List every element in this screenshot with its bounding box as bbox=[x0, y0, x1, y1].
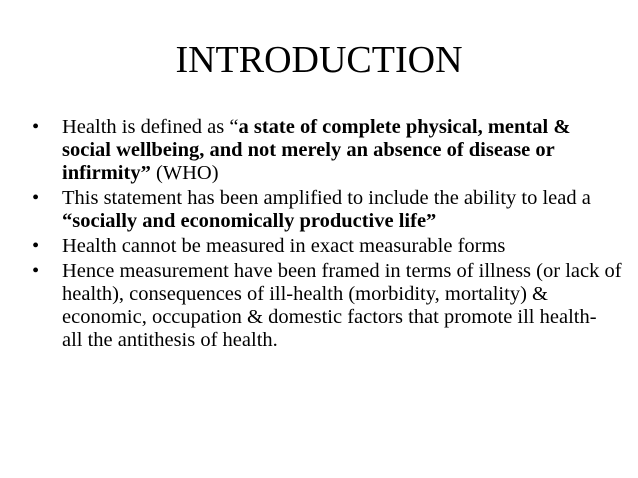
bullet-text-bold: a state of complete physical, mental & social wellbeing, and not merely an absence of disease or infirmity” bbox=[62, 116, 571, 184]
bullet-text-post: (WHO) bbox=[150, 162, 219, 184]
bullet-item-amplified-statement bbox=[32, 187, 622, 233]
bullet-list bbox=[32, 116, 622, 354]
bullet-item-health-definition bbox=[32, 116, 622, 185]
bullet-text-bold: “socially and economically productive life” bbox=[62, 210, 437, 232]
bullet-dot-icon: • bbox=[32, 235, 40, 257]
bullet-item-cannot-measure bbox=[32, 235, 622, 258]
bullet-text-pre: This statement has been amplified to include the ability to lead a bbox=[62, 187, 591, 209]
bullet-dot-icon: • bbox=[32, 187, 40, 209]
bullet-text-pre: Health is defined as “ bbox=[62, 116, 239, 138]
bullet-text: Hence measurement have been framed in terms of illness (or lack of health), consequences of ill-health (morbidity, mortality) & economic, occupation & domestic factors that promote ill health- all the antithesis of health. bbox=[62, 260, 622, 351]
bullet-dot-icon: • bbox=[32, 260, 40, 282]
bullet-dot-icon: • bbox=[32, 116, 40, 138]
bullet-item-measurement-framing bbox=[32, 260, 622, 352]
slide-title: INTRODUCTION bbox=[175, 39, 463, 81]
bullet-text: Health cannot be measured in exact measurable forms bbox=[62, 235, 506, 257]
